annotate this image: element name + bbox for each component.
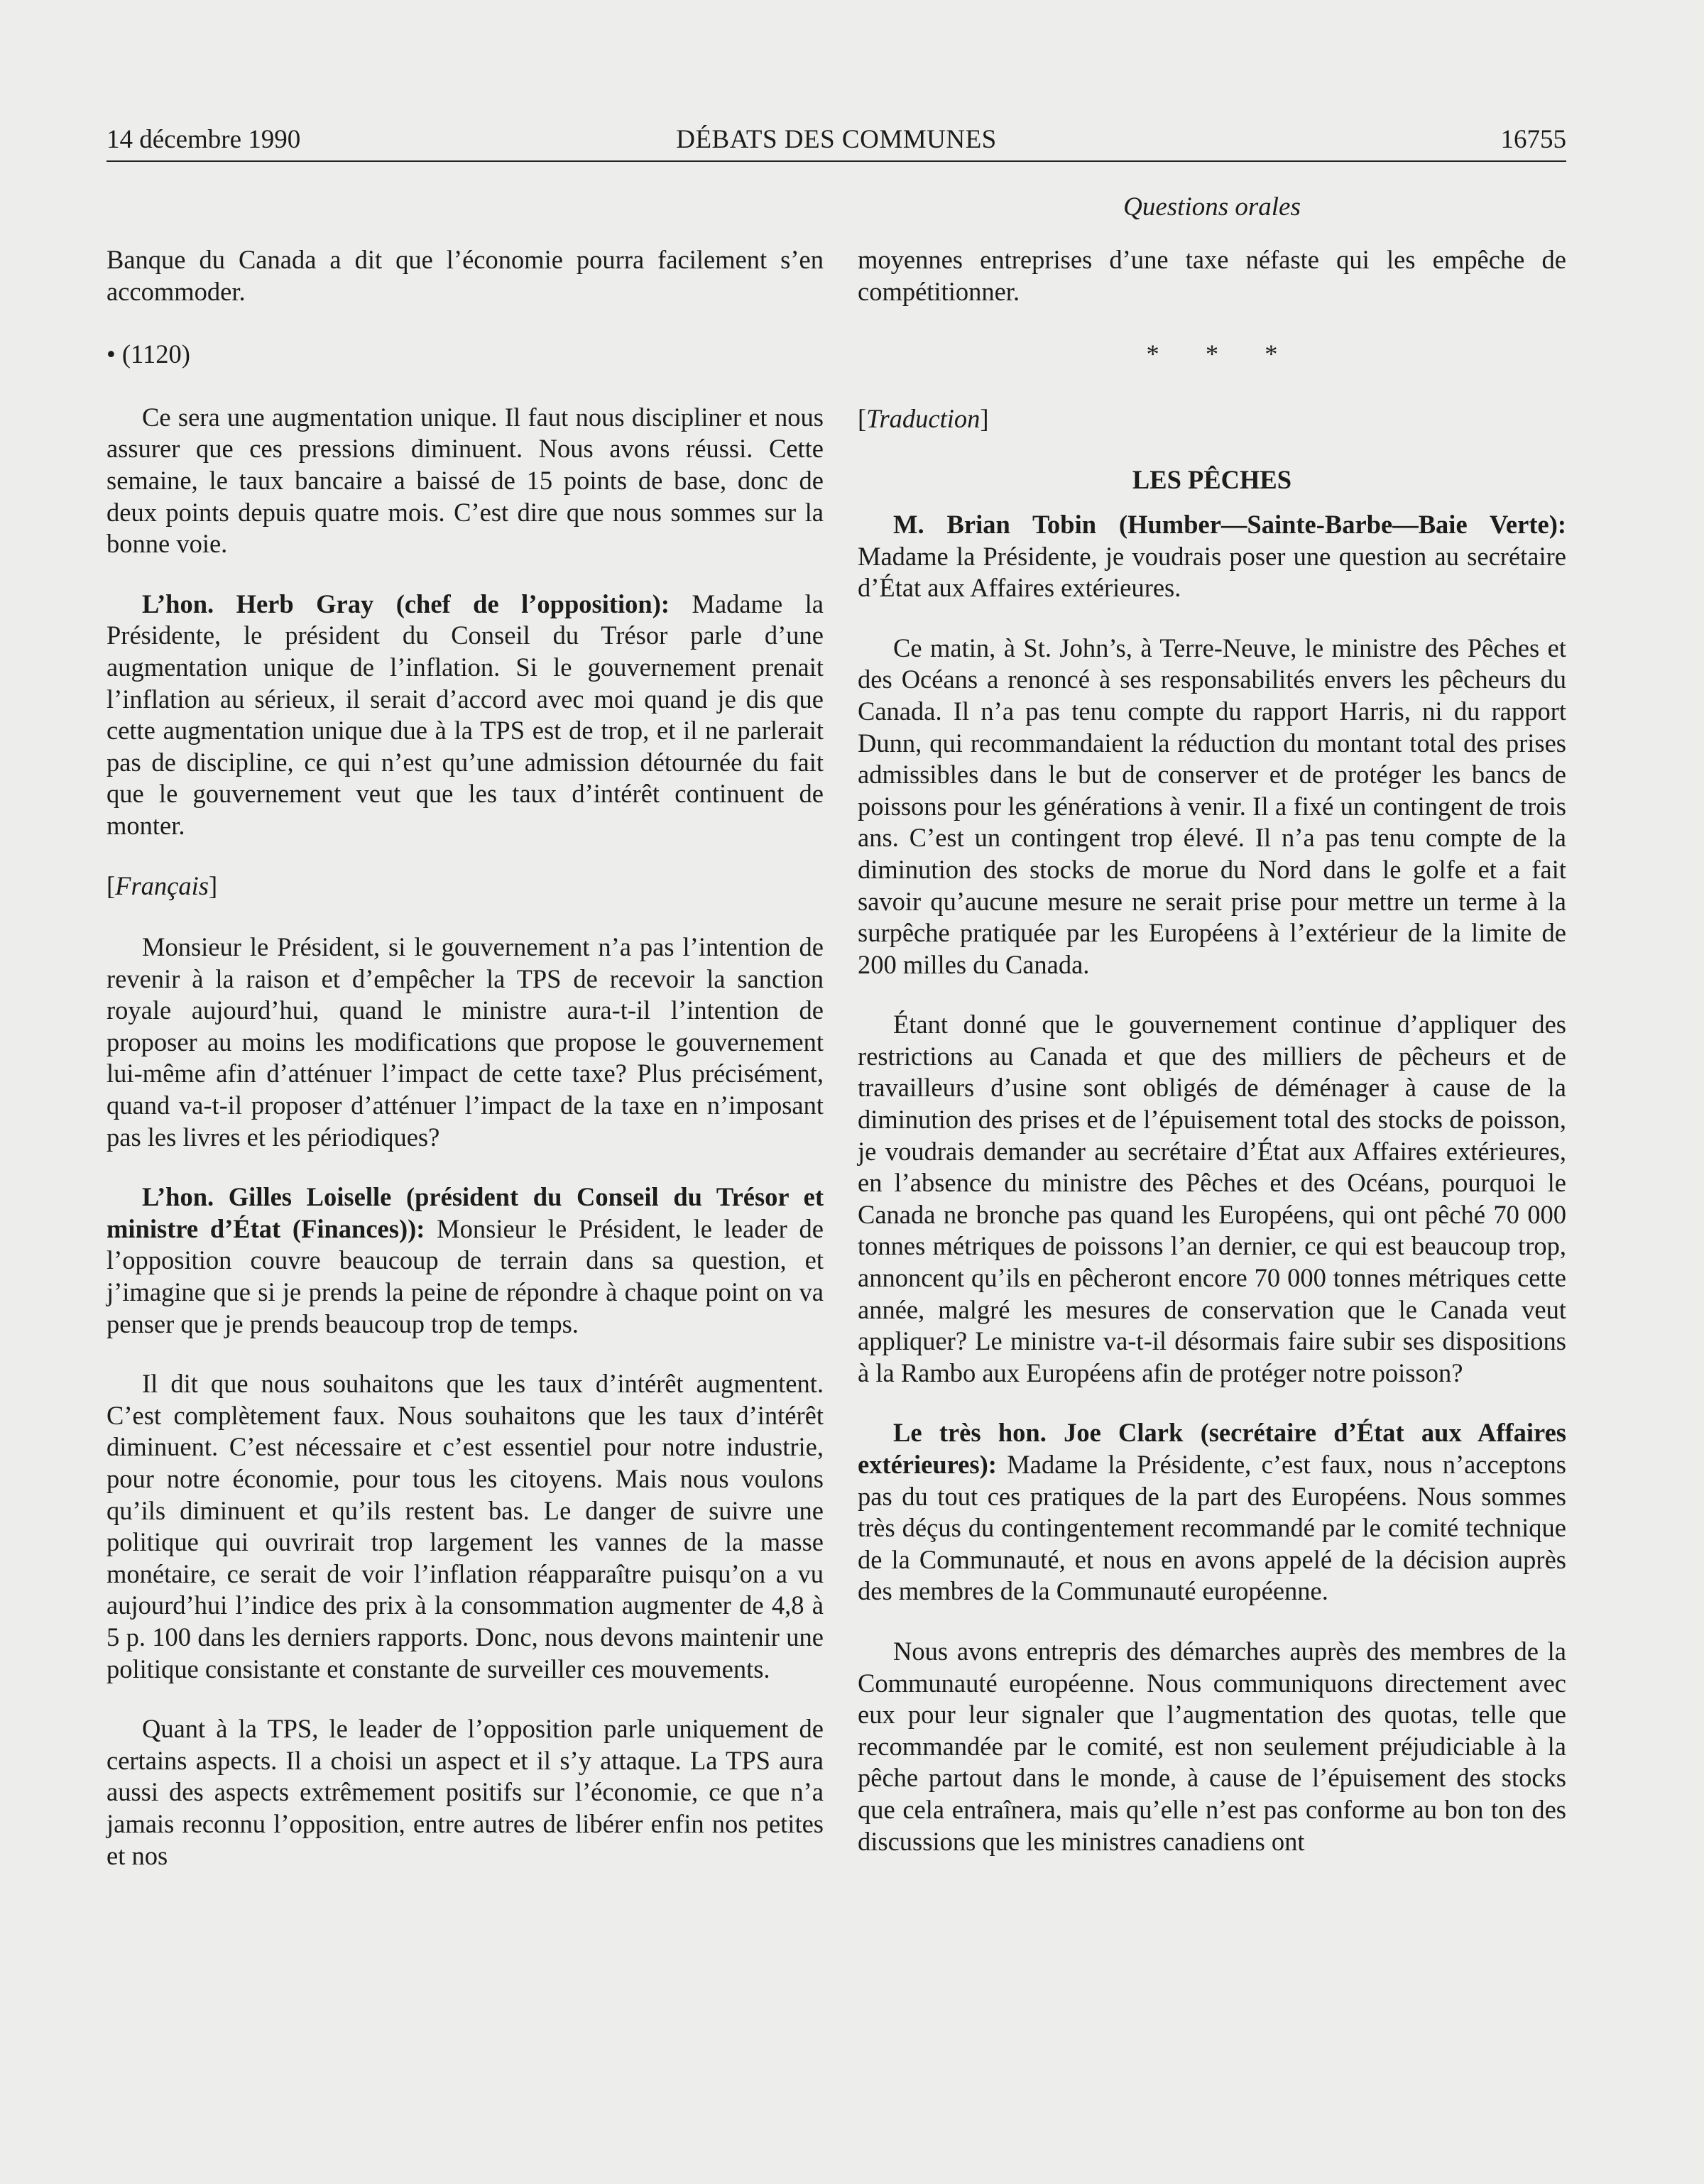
section-separator: * * * [1146,339,1298,369]
speaker-name: M. Brian Tobin (Humber—Sainte-Barbe—Baie Verte): [893,509,1566,539]
left-column [106,244,824,1900]
speech-loiselle [106,1181,824,1340]
speech-tobin [858,509,1566,604]
paragraph: Étant donné que le gouvernement continue d’appliquer des restrictions au Canada et que des milliers de pêcheurs et de travailleurs d’usine sont obligés de déménager à cause de la diminution des prises et de l’épuisement total des stocks de poisson, je voudrais demander au secrétaire d’État aux Affaires extérieures, en l’absence du ministre des Pêches et des Océans, pourquoi le Canada ne bronche pas quand les Européens, qui ont pêché 70 000 tonnes métriques de poissons l’an dernier, ce qui est beaucoup trop, annoncent qu’ils en pêcheront encore 70 000 tonnes métriques cette année, malgré les mesures de conservation que le Canada veut appliquer? Le ministre va-t-il désormais faire subir ses dispositions à la Rambo aux Européens afin de protéger notre poisson? [858,1010,1566,1387]
language-label-text: Français [115,870,209,900]
header-rule [106,160,1566,162]
speaker-name: Le très hon. Joe Clark (secrétaire d’État aux Affaires extérieures): [858,1418,1566,1479]
speech-text: Madame la Présidente, c’est faux, nous n’acceptons pas du tout ces pratiques de la part des Européens. Nous sommes très déçus du contingentement recommandé par le comité technique de la Communauté, et nous en avons appelé de la décision auprès des membres de la Communauté européenne. [858,1450,1566,1606]
time-marker: • (1120) [106,339,190,369]
speaker-name: L’hon. Herb Gray (chef de l’opposition): [142,589,670,618]
paragraph: Banque du Canada a dit que l’économie pourra facilement s’en accommoder. [106,245,824,306]
header-page-number: 16755 [1500,125,1566,154]
paragraph: Quant à la TPS, le leader de l’opposition parle uniquement de certains aspects. Il a choisi un aspect et il s’y attaque. La TPS aura aussi des aspects extrêmement positifs sur l’économie, ce que n’a jamais reconnu l’opposition, entre autres de libérer enfin nos petites et nos [106,1714,824,1870]
speaker-name: L’hon. Gilles Loiselle (président du Conseil du Trésor et ministre d’État (Finances)): [106,1182,824,1243]
paragraph: Nous avons entrepris des démarches auprès des membres de la Communauté européenne. Nous communiquons directement avec eux pour leur signaler que l’augmentation des quotas, telle que recommandée par le comité, est non seulement préjudiciable à la pêche partout dans le monde, à cause de l’épuisement des stocks que cela entraînera, mais qu’elle n’est pas conforme au bon ton des discussions que les ministres canadiens ont [858,1636,1566,1856]
speech-text: Monsieur le Président, le leader de l’opposition couvre beaucoup de terrain dans sa question, et j’imagine que si je prends la peine de répondre à chaque point on va penser que je prends beaucoup trop de temps. [106,1213,824,1338]
page-header [106,119,1566,160]
paragraph: Ce sera une augmentation unique. Il faut nous discipliner et nous assurer que ces pressions diminuent. Nous avons réussi. Cette semaine, le taux bancaire a baissé de 15 points de base, donc de deux points depuis quatre mois. C’est dire que nous sommes sur la bonne voie. [106,402,824,559]
header-date: 14 décembre 1990 [106,125,301,154]
section-heading: LES PÊCHES [1132,465,1292,495]
header-title: DÉBATS DES COMMUNES [676,125,997,154]
speech-text: Madame la Présidente, le président du Conseil du Trésor parle d’une augmentation unique de l’inflation. Si le gouvernement prenait l’inflation au sérieux, il serait d’accord avec moi quand je dis que cette augmentation unique due à la TPS est de trop, et il ne parlerait pas de discipline, ce qui n’est qu’une admission détournée du fait que le gouvernement veut que les taux d’intérêt continuent de monter. [106,589,824,840]
language-label-text: Traduction [866,403,981,433]
right-column [858,244,1566,1886]
running-head: Questions orales [1123,192,1301,222]
paragraph: Il dit que nous souhaitons que les taux d’intérêt augmentent. C’est complètement faux. Nous souhaitons que les taux d’intérêt diminuent. C’est nécessaire et c’est essentiel pour notre industrie, pour notre économie, pour tous les citoyens. Mais nous voulons qu’ils diminuent et qu’ils restent bas. Le danger de suivre une politique qui ouvrirait trop largement les vannes de la masse monétaire, ce serait de voir l’inflation réapparaître puisqu’on a vu aujourd’hui l’indice des prix à la consommation augmenter de 4,8 à 5 p. 100 dans les derniers rapports. Donc, nous devons maintenir une politique consistante et constante de surveiller ces mouvements. [106,1369,824,1683]
paragraph: Ce matin, à St. John’s, à Terre-Neuve, le ministre des Pêches et des Océans a renoncé à ses responsabilités envers les pêcheurs du Canada. Il n’a pas tenu compte du rapport Harris, ni du rapport Dunn, qui recommandaient la réduction du montant total des prises admissibles dans le but de conserver et de protéger les bancs de poissons pour les générations à venir. Il a fixé un contingent de trois ans. C’est un contingent trop élevé. Il n’a pas tenu compte de la diminution des stocks de morue du Nord dans le golfe et a fait savoir qu’aucune mesure ne serait prise pour mettre un terme à la surpêche pratiquée par les Européens à l’extérieur de la limite de 200 milles du Canada. [858,633,1566,979]
paragraph: Monsieur le Président, si le gouvernement n’a pas l’intention de revenir à la raison et d’empêcher la TPS de recevoir la sanction royale aujourd’hui, quand le ministre aura-t-il l’intention de proposer au moins les modifications que propose le gouvernement lui-même afin d’atténuer l’impact de cette taxe? Plus précisément, quand va-t-il proposer d’atténuer l’impact de la taxe en n’imposant pas les livres et les périodiques? [106,932,824,1152]
speech-clark [858,1417,1566,1607]
speech-gray [106,589,824,842]
language-label: [Traduction] [858,403,989,433]
paragraph: moyennes entreprises d’une taxe néfaste qui les empêche de compétitionner. [858,245,1566,306]
language-label: [Français] [106,870,218,900]
speech-text: Madame la Présidente, je voudrais poser une question au secrétaire d’État aux Affaires extérieures. [858,541,1566,603]
